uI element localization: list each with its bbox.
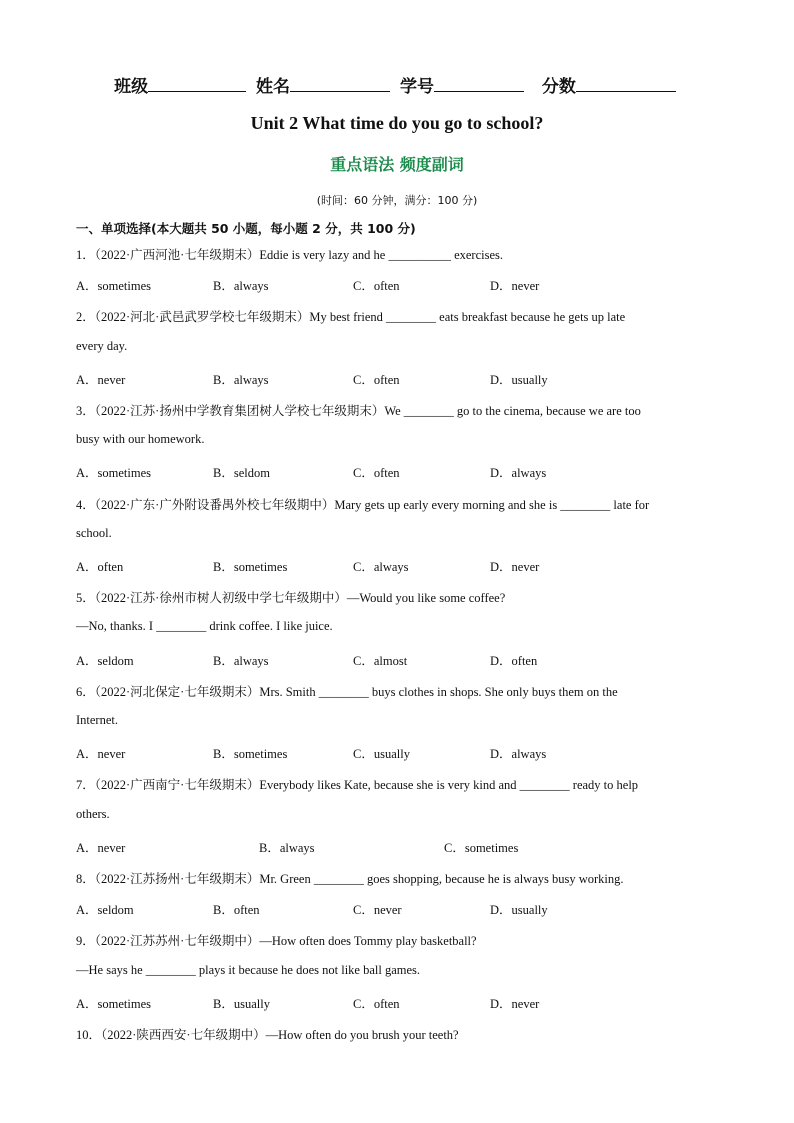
section-heading: 一、单项选择(本大题共 50 小题，每小题 2 分，共 100 分) bbox=[76, 221, 416, 236]
question-4-option-b[interactable]: B．sometimes bbox=[213, 560, 288, 574]
name-label: 姓名 bbox=[256, 77, 291, 97]
question-8-option-c[interactable]: C．never bbox=[353, 903, 402, 918]
question-4-line-1: 4．（2022·广东·广外附设番禺外校七年级期中）Mary gets up early every morning and she is ________ late for bbox=[76, 497, 650, 512]
class-blank bbox=[148, 75, 246, 92]
question-4-option-a[interactable]: A．often bbox=[76, 560, 124, 574]
question-2-option-b[interactable]: B．always bbox=[213, 372, 269, 387]
question-1-option-c[interactable]: C．often bbox=[353, 279, 400, 294]
question-1-option-d[interactable]: D．never bbox=[490, 279, 540, 294]
question-5-option-c[interactable]: C．almost bbox=[353, 653, 408, 668]
question-2-option-a[interactable]: A．never bbox=[76, 372, 126, 387]
student-info-line bbox=[0, 72, 794, 97]
question-2-option-c[interactable]: C．often bbox=[353, 372, 400, 387]
number-label: 学号 bbox=[399, 77, 434, 97]
question-3-option-d[interactable]: D．always bbox=[490, 466, 547, 481]
question-3-option-a[interactable]: A．sometimes bbox=[76, 466, 151, 481]
question-9-option-d[interactable]: D．never bbox=[490, 996, 540, 1011]
question-5-line-1: 5．（2022·江苏·徐州市树人初级中学七年级期中）—Would you like some coffee? bbox=[76, 591, 506, 606]
question-8-option-b[interactable]: B．often bbox=[213, 903, 260, 918]
question-8-option-d[interactable]: D．usually bbox=[490, 903, 548, 918]
question-9-line-1: 9．（2022·江苏苏州·七年级期中）—How often does Tommy play basketball? bbox=[76, 934, 477, 949]
question-3-line-1: 3．（2022·江苏·扬州中学教育集团树人学校七年级期末）We ________ go to the cinema, because we are too bbox=[76, 404, 641, 418]
question-9-option-a[interactable]: A．sometimes bbox=[76, 996, 151, 1011]
question-5-option-a[interactable]: A．seldom bbox=[76, 653, 134, 668]
question-7-line-2: others. bbox=[76, 806, 110, 821]
question-6-line-2: Internet. bbox=[76, 713, 118, 727]
question-9-option-c[interactable]: C．often bbox=[353, 996, 400, 1011]
question-7-option-c[interactable]: C．sometimes bbox=[444, 840, 519, 855]
question-9-option-b[interactable]: B．usually bbox=[213, 996, 270, 1011]
question-2-line-2: every day. bbox=[76, 338, 128, 353]
question-1-option-a[interactable]: A．sometimes bbox=[76, 279, 151, 294]
question-3-line-2: busy with our homework. bbox=[76, 432, 205, 447]
question-3-option-b[interactable]: B．seldom bbox=[213, 466, 270, 481]
question-5-line-2: —No, thanks. I ________ drink coffee. I like juice. bbox=[76, 619, 333, 634]
question-4-line-2: school. bbox=[76, 525, 112, 540]
question-3-option-c[interactable]: C．often bbox=[353, 466, 400, 481]
question-10-line-1: 10．（2022·陕西西安·七年级期中）—How often do you brush your teeth? bbox=[76, 1028, 459, 1042]
question-4-option-d[interactable]: D．never bbox=[490, 560, 540, 574]
page-subtitle: 重点语法 频度副词 bbox=[330, 155, 464, 174]
question-6-option-d[interactable]: D．always bbox=[490, 747, 547, 762]
score-blank bbox=[576, 75, 676, 92]
number-blank bbox=[434, 75, 524, 92]
question-4-option-c[interactable]: C．always bbox=[353, 560, 409, 574]
score-label: 分数 bbox=[541, 77, 576, 97]
question-6-option-b[interactable]: B．sometimes bbox=[213, 747, 288, 762]
question-9-line-2: —He says he ________ plays it because he does not like ball games. bbox=[76, 962, 421, 977]
question-8-option-a[interactable]: A．seldom bbox=[76, 903, 134, 918]
question-2-line-1: 2．（2022·河北·武邑武罗学校七年级期末）My best friend ________ eats breakfast because he gets up late bbox=[76, 310, 626, 325]
question-6-line-1: 6．（2022·河北保定·七年级期末）Mrs. Smith ________ buys clothes in shops. She only buys them on the bbox=[76, 684, 618, 699]
question-7-option-b[interactable]: B．always bbox=[259, 840, 315, 855]
question-7-line-1: 7．（2022·广西南宁·七年级期末）Everybody likes Kate, because she is very kind and ________ ready to help bbox=[76, 778, 639, 793]
question-6-option-c[interactable]: C．usually bbox=[353, 747, 410, 762]
question-1-option-b[interactable]: B．always bbox=[213, 279, 269, 294]
question-5-option-d[interactable]: D．often bbox=[490, 653, 538, 668]
page-title: Unit 2 What time do you go to school? bbox=[250, 113, 544, 133]
name-blank bbox=[290, 75, 390, 92]
exam-meta: (时间：60 分钟，满分：100 分) bbox=[316, 194, 478, 207]
question-6-option-a[interactable]: A．never bbox=[76, 747, 126, 762]
question-5-option-b[interactable]: B．always bbox=[213, 653, 269, 668]
question-1-line-1: 1．（2022·广西河池·七年级期末）Eddie is very lazy and he __________ exercises. bbox=[76, 248, 504, 262]
question-7-option-a[interactable]: A．never bbox=[76, 840, 126, 855]
class-label: 班级 bbox=[114, 77, 149, 97]
question-8-line-1: 8．（2022·江苏扬州·七年级期末）Mr. Green ________ goes shopping, because he is always busy working. bbox=[76, 872, 624, 886]
question-2-option-d[interactable]: D．usually bbox=[490, 372, 548, 387]
